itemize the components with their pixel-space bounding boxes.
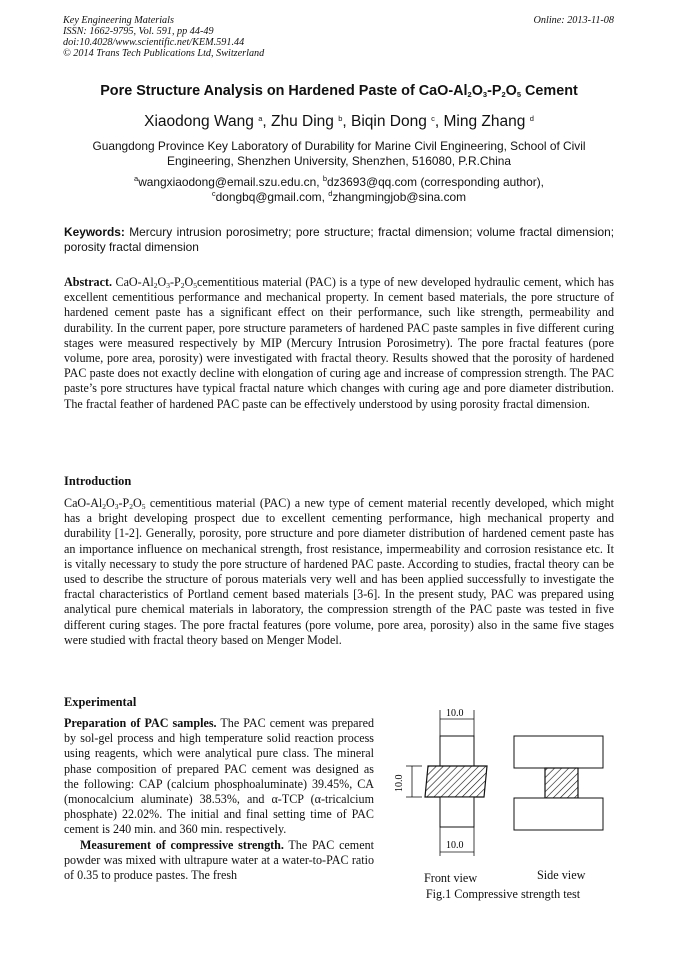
specimen-side (545, 768, 578, 798)
journal-header (63, 15, 264, 59)
author-name: Ming Zhang (443, 113, 526, 130)
email-link[interactable]: dz3693@qq.com (corresponding author), (326, 175, 544, 189)
introduction-text: CaO-$Al_2O_3-P_2O_5$ cementitious material (PAC) a new type of cement material recently developed, which might has a bright developing prospect due to excellent cementing performance, high mechanical property and durability [1-2]. Generally, porosity, pore structure and pore diameter distribution of hardened cement paste has an importance influence on mechanical strength, frost resistance, impermeability and corrosion resistance etc. It is vitally necessary to study the pore structure of hardened PAC paste. According to studies, fractal theory can be used to describe the structure of porous materials very well and has been applied successfully to investigate the fractal characteristics of Portland cement based materials [3-6]. In the present study, PAC was prepared using analytical pure chemical materials in laboratory, the compression strength of the PAC paste was tested in five different curing stages. The pore fractal features (pore volume, pore area, porosity) also in the same five stages were studied with fractal theory based on Menger Model. (64, 496, 614, 647)
abstract-label: Abstract. (64, 275, 113, 289)
author-name: Zhu Ding (270, 113, 334, 130)
journal-doi: doi:10.4028/www.scientific.net/KEM.591.44 (63, 37, 245, 48)
email-link[interactable]: wangxiaodong@email.szu.edu.cn, (138, 175, 320, 189)
front-view-label: Front view (424, 871, 478, 885)
keywords (64, 225, 614, 254)
section-heading-experimental: Experimental (64, 695, 137, 709)
front-view-drawing (394, 708, 487, 856)
journal-name: Key Engineering Materials (63, 15, 174, 26)
dimension-label-left: 10.0 (394, 774, 405, 792)
journal-issn: ISSN: 1662-9795, Vol. 591, pp 44-49 (63, 26, 214, 37)
abstract-text: cementitious material (PAC) is a type of new developed hydraulic cement, which has excellent cementitious performance and mechanical property. In cement based materials, the pore structure of hardened cement paste has a significant effect on their performance, such like strength, permeability and durability. In the current paper, pore structure parameters of hardened PAC paste samples in five different curing stages were measured respectively by MIP (Mercury Intrusion Porosimetry). The pore fractal features (pore volume, pore area, porosity) were investigated with fractal theory. Results showed that the porosity of hardened PAC paste does not exactly decline with elongation of curing age and increase of compression strength. The PAC paste’s pore structures have typical fractal nature which changes with curing age and pore diameter distribution. The fractal feather of hardened PAC paste can be effectively understood by using porosity fractal dimension. (64, 275, 614, 411)
email-link[interactable]: zhangmingjob@sina.com (332, 190, 467, 204)
journal-copyright: © 2014 Trans Tech Publications Ltd, Switzerland (63, 48, 265, 59)
side-lower-platen (514, 798, 603, 830)
side-view-drawing (514, 736, 603, 830)
author-name: Biqin Dong (351, 113, 427, 130)
author-emails: $^a$wangxiaodong@email.szu.edu.cn, $^b$dz3693@qq.com (corresponding author), $^c$dongbq@gmail.com, $^d$zhangmingjob@sina.com (134, 174, 544, 204)
section-heading-introduction: Introduction (64, 474, 132, 488)
paragraph-preparation: Preparation of PAC samples. The PAC cement was prepared by sol-gel process and high temperature solid reaction process using reagents, which were analytical pure class. The mineral phase composition of prepared PAC cement was designed as the following: CAP (calcium phosphoaluminate) 39.45%, CA (monocalcium aluminate) 38.53%, and α-TCP (α-tricalcium phosphate) 22.02%. The initial and final setting time of PAC cement is 240 min. and 360 min. respectively. (64, 716, 374, 837)
paragraph-compressive: Measurement of compressive strength. The PAC cement powder was mixed with ultrapure water at a water-to-PAC ratio of 0.35 to produce pastes. The fresh (64, 837, 374, 883)
side-upper-platen (514, 736, 603, 768)
side-view-label: Side view (537, 868, 586, 882)
experimental-text (64, 716, 374, 883)
paper-title: Pore Structure Analysis on Hardened Paste of CaO-$Al_2O_3-P_2O_5$ Cement (100, 83, 578, 99)
affiliation: Guangdong Province Key Laboratory of Durability for Marine Civil Engineering, School of Civil Engineering, Shenzhen University, Shenzhen, 516080, P.R.China (92, 139, 586, 168)
email-link[interactable]: dongbq@gmail.com, (215, 190, 325, 204)
dimension-label-top: 10.0 (446, 708, 464, 719)
author-list: Xiaodong Wang $^a$, Zhu Ding $^b$, Biqin Dong $^c$, Ming Zhang $^d$ (144, 113, 534, 130)
figure-caption: Fig.1 Compressive strength test (425, 887, 581, 901)
lower-platen (440, 797, 474, 827)
keywords-label: Keywords: (64, 225, 125, 239)
abstract: Abstract. CaO-$Al_2O_3-P_2O_5cementitious$ material (PAC) is a type of new developed hydraulic cement, which has excellent cementitious performance and mechanical property. In cement based materials, the pore structure of hardened cement paste has a significant effect on their performance, such like strength, permeability and durability. In the current paper, pore structure parameters of hardened PAC paste samples in five different curing stages were measured respectively by MIP (Mercury Intrusion Porosimetry). The pore fractal features (pore volume, pore area, porosity) were investigated with fractal theory. Results showed that the porosity of hardened PAC paste does not exactly decline with elongation of curing age and increase of compression strength. The PAC paste’s pore structures have typical fractal nature which changes with curing age and pore diameter distribution. The fractal feather of hardened PAC paste can be effectively understood by using porosity fractal dimension. (64, 275, 614, 411)
online-date: Online: 2013-11-08 (533, 15, 614, 26)
specimen-front (425, 766, 487, 797)
keywords-text: Mercury intrusion porosimetry; pore structure; fractal dimension; volume fractal dimension; porosity fractal dimension (64, 225, 614, 254)
upper-platen (440, 736, 474, 766)
dimension-label-bottom: 10.0 (446, 840, 464, 851)
author-name: Xiaodong Wang (144, 113, 254, 130)
